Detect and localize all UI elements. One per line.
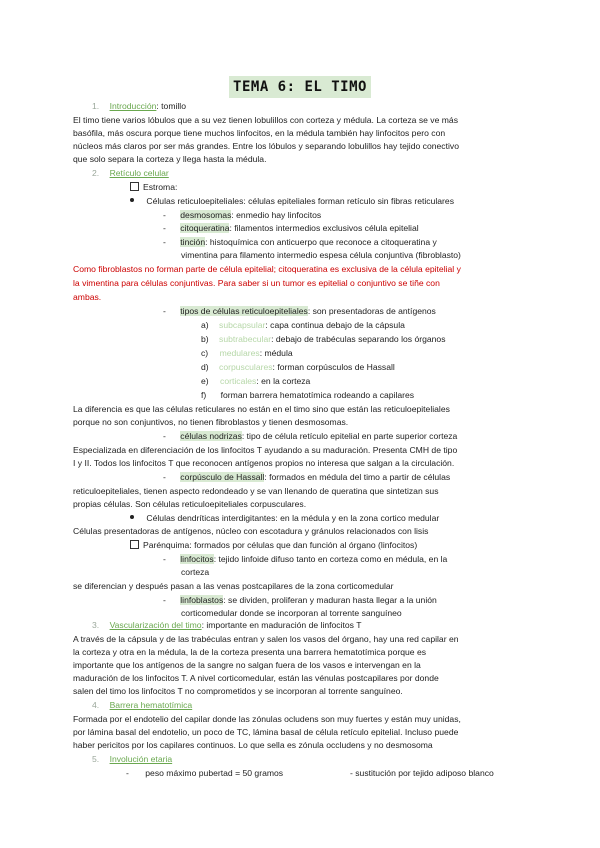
paragraph-line: haber pericitos por los capilares continuos. Lo que sella es zónula occludens y no desmosoma (73, 740, 433, 750)
dash-item-linfoblastos (163, 594, 437, 607)
section-2-heading (92, 167, 169, 180)
definition: : médula (259, 348, 293, 358)
checklist-item-estroma (130, 181, 177, 194)
lettered-item (201, 375, 310, 388)
section-suffix: : tomillo (156, 101, 186, 111)
paragraph-line: Especializada en diferenciación de los linfocitos T ayudando a su maduración. Presenta CMH de tipo (73, 445, 458, 455)
red-note-line: Como fibroblastos no forman parte de célula epitelial; citoqueratina es exclusiva de la célula epitelial y (73, 264, 461, 274)
dash-item-continuation: corteza (181, 567, 210, 577)
checkbox-icon (130, 182, 139, 191)
section-title: Introducción (109, 101, 157, 111)
paragraph-line: se diferencian y después pasan a las venas postcapilares de la zona corticomedular (73, 581, 394, 591)
section-4-heading (92, 699, 192, 712)
item-label: Parénquima: formados por células que dan función al órgano (linfocitos) (143, 540, 418, 550)
dash-marker: - (163, 431, 166, 441)
section-number: 2. (92, 168, 100, 178)
paragraph-line: basófila, más oscura porque tiene muchos linfocitos, en la médula también hay linfocitos pero con (73, 128, 446, 138)
definition: : tejido linfoide difuso tanto en corteza como en médula, en la (213, 554, 448, 564)
definition: : son presentadoras de antígenos (307, 306, 436, 316)
dash-item-citoqueratina (163, 222, 419, 235)
paragraph-line: reticuloepiteliales, tienen aspecto redondeado y se van llenando de queratina que sintetizan sus (73, 486, 439, 496)
paragraph-line: la corteza y otra en la médula, la de la corteza presenta una barrera hematotímica porque es (73, 647, 427, 657)
item-letter: a) (201, 320, 209, 330)
definition: : histoquímica con anticuerpo que reconoce a citoqueratina y (205, 237, 437, 247)
section-suffix: : importante en maduración de linfocitos T (201, 620, 362, 630)
dash-marker: - (163, 554, 166, 564)
lettered-item (201, 389, 414, 402)
section-title: Involución etaria (109, 754, 173, 764)
dash-item-continuation: corticomedular donde se incorporan al torrente sanguíneo (181, 608, 402, 618)
section-1-heading (92, 100, 186, 113)
item-letter: c) (201, 348, 209, 358)
definition: forman barrera hematotímica rodeando a capilares (220, 390, 415, 400)
checkbox-icon (130, 540, 139, 549)
term: corticales (220, 376, 257, 386)
dash-marker: - (163, 595, 166, 605)
item-text: Células reticuloepiteliales: células epiteliales forman retículo sin fibras reticulares (146, 196, 454, 206)
term: subcapsular (219, 320, 266, 330)
dash-marker: - (126, 768, 129, 778)
section-number: 1. (92, 101, 100, 111)
checklist-item-parenquima (130, 539, 417, 552)
definition: : capa continua debajo de la cápsula (265, 320, 405, 330)
definition: : debajo de trabéculas separando los órganos (271, 334, 446, 344)
term: tipos de células reticuloepiteliales (180, 306, 308, 316)
definition: : en la corteza (256, 376, 311, 386)
paragraph-line: núcleos más claros por ser más grandes. Entre los lóbulos y separando lobulillos hay tejido conectivo (73, 141, 459, 151)
item-letter: e) (201, 376, 209, 386)
paragraph-line: I y II. Todos los linfocitos T que reconocen antígenos propios no interesa que salgan a la circulación. (73, 458, 455, 468)
lettered-item (201, 319, 405, 332)
section-number: 4. (92, 700, 100, 710)
lettered-item (201, 333, 446, 346)
definition: : enmedio hay linfocitos (231, 210, 322, 220)
term: desmosomas (180, 210, 232, 220)
section-5-heading (92, 753, 172, 766)
dash-item-nodrizas (163, 430, 457, 443)
title-wrap (0, 76, 600, 98)
definition: : se dividen, proliferan y maduran hasta llegar a la unión (223, 595, 437, 605)
definition: : tipo de célula retículo epitelial en parte superior corteza (241, 431, 458, 441)
lettered-item (201, 347, 293, 360)
lettered-item (201, 361, 395, 374)
paragraph-line: salen del timo los linfocitos T no comprometidos y se incorporan al torrente sanguíneo. (73, 686, 403, 696)
dash-item-sustitucion: - sustitución por tejido adiposo blanco (350, 768, 494, 778)
term: tinción (180, 237, 206, 247)
paragraph-line: Células presentadoras de antígenos, núcleo con escotadura y gránulos relacionados con lisis (73, 526, 429, 536)
definition: : forman corpúsculos de Hassall (272, 362, 395, 372)
term: citoqueratina (180, 223, 230, 233)
paragraph-line: que solo separa la corteza y llega hasta la médula. (73, 154, 267, 164)
term: medulares (219, 348, 260, 358)
dash-marker: - (163, 306, 166, 316)
item-label: Estroma: (143, 182, 178, 192)
item-letter: f) (201, 390, 207, 400)
paragraph-line: La diferencia es que las células reticulares no están en el timo sino que están las reticuloepiteliales (73, 404, 450, 414)
term: linfoblastos (180, 595, 224, 605)
paragraph-line: importante que los antígenos de la sangre no salgan fuera de los vasos e intervengan en la (73, 660, 421, 670)
section-number: 3. (92, 620, 100, 630)
dash-item-tincion (163, 236, 437, 249)
definition: : filamentos intermedios exclusivos célula epitelial (229, 223, 419, 233)
definition: peso máximo pubertad = 50 gramos (145, 768, 284, 778)
term: linfocitos (180, 554, 214, 564)
section-3-heading (92, 619, 361, 632)
bullet-icon (130, 515, 134, 519)
red-note-line: ambas. (73, 292, 102, 302)
item-letter: b) (201, 334, 209, 344)
dash-item-hassall (163, 471, 450, 484)
paragraph-line: maduración de los linfocitos T. A nivel corticomedular, están las vénulas postcapilares por donde (73, 673, 439, 683)
dash-item-desmosomas (163, 209, 321, 222)
term: corpúsculo de Hassall (180, 472, 265, 482)
dash-item-continuation: vimentina para filamento intermedio espesa célula conjuntiva (fibroblasto) (181, 250, 461, 260)
term: corpusculares (219, 362, 273, 372)
paragraph-line: propias células. Son células reticuloepiteliales corpusculares. (73, 499, 307, 509)
paragraph-line: porque no son conjuntivos, no tienen fibroblastos y tienen desmosomas. (73, 417, 349, 427)
section-title: Barrera hematotímica (109, 700, 193, 710)
item-text: Células dendríticas interdigitantes: en la médula y en la zona cortico medular (146, 513, 440, 523)
bullet-item (130, 512, 439, 525)
dash-marker: - (163, 237, 166, 247)
term: células nodrizas (180, 431, 242, 441)
dash-marker: - (163, 472, 166, 482)
paragraph-line: El timo tiene varios lóbulos que a su vez tienen lobulillos con corteza y médula. La corteza se ve más (73, 115, 459, 125)
dash-item-peso (126, 767, 283, 780)
red-note-line: la vimentina para células conjuntivas. Para saber si un tumor es epitelial o conjuntivo se tiñe con (73, 278, 440, 288)
definition: : formados en médula del timo a partir de células (264, 472, 451, 482)
section-number: 5. (92, 754, 100, 764)
paragraph-line: por lámina basal del endotelio, un poco de TC, lámina basal de célula retículo epitelial. Incluso puede (73, 727, 459, 737)
term: subtrabecular (219, 334, 272, 344)
dash-item-linfocitos (163, 553, 447, 566)
bullet-item (130, 195, 454, 208)
bullet-icon (130, 198, 134, 202)
section-title: Retículo celular (109, 168, 169, 178)
dash-marker: - (163, 223, 166, 233)
item-letter: d) (201, 362, 209, 372)
dash-item-tipos (163, 305, 436, 318)
page-title: TEMA 6: EL TIMO (229, 76, 371, 98)
section-title: Vascularización del timo (109, 620, 202, 630)
paragraph-line: A través de la cápsula y de las trabéculas entran y salen los vasos del órgano, hay una red capilar en (73, 634, 459, 644)
paragraph-line: Formada por el endotelio del capilar donde las zónulas ocludens son muy fuertes y están muy unidas, (73, 714, 461, 724)
dash-marker: - (163, 210, 166, 220)
